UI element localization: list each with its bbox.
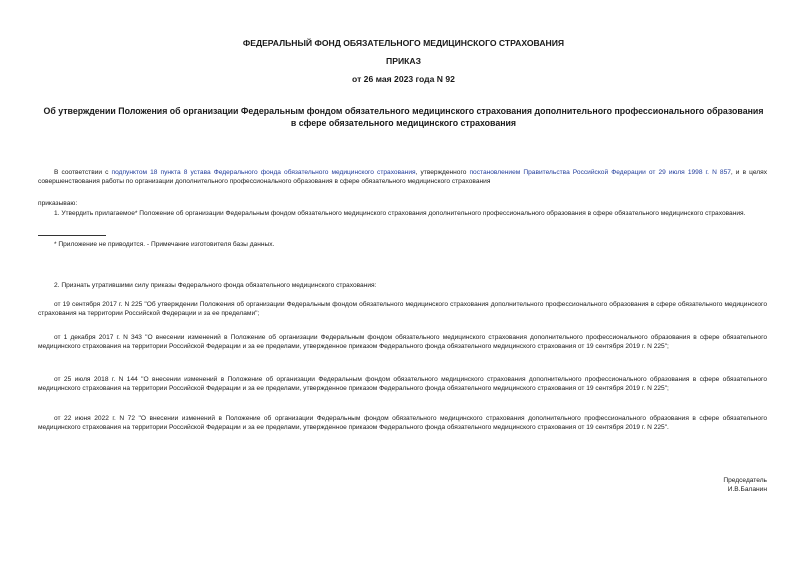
preamble-text-2: , утвержденного — [415, 169, 470, 176]
preamble-text-1: В соответствии с — [54, 169, 112, 176]
order-word: приказываю: — [38, 200, 78, 207]
signatory-name: И.В.Баланин — [727, 486, 767, 494]
signature-block — [723, 476, 767, 495]
document-type-heading: ПРИКАЗ — [386, 56, 421, 66]
signatory-position: Председатель — [723, 477, 767, 484]
preamble-text-3: , и в целях совершенствования работы по организации дополнительного профессионального образования в сфере обязательного медицинского страхования — [38, 169, 768, 186]
footnote: * Приложение не приводится. - Примечание изготовителя базы данных. — [54, 241, 275, 248]
repealed-order-4: от 22 июня 2022 г. N 72 "О внесении изменений в Положение об организации Федеральным фондом обязательного медицинского страхования дополнительного профессионального образования в сфере обязательного медицинского страхования на территории Российской Федерации и за ее пределами, утвержденное приказом Федерального фонда обязательного медицинского страхования от 19 сентября 2019 г. N 225". — [38, 415, 767, 432]
repealed-order-2: от 1 декабря 2017 г. N 343 "О внесении изменений в Положение об организации Федеральным фондом обязательного медицинского страхования дополнительного профессионального образования в сфере обязательного медицинского страхования на территории Российской Федерации и за ее пределами, утвержденное приказом Федерального фонда обязательного медицинского страхования от 19 сентября 2019 г. N 225"; — [38, 334, 767, 351]
document-title-line2: в сфере обязательного медицинского страхования — [290, 118, 517, 128]
repealed-order-1: от 19 сентября 2017 г. N 225 "Об утверждении Положения об организации Федеральным фондом обязательного медицинского страхования дополнительного профессионального образования в сфере обязательного медицинского страхования на территории Российской Федерации и за ее пределами"; — [38, 301, 767, 318]
footnote-divider — [38, 235, 106, 236]
charter-link[interactable]: подпунктом 18 пункта 8 устава Федерального фонда обязательного медицинского страхования — [111, 169, 416, 176]
preamble-paragraph — [38, 168, 767, 187]
order-item-2: 2. Признать утратившими силу приказы Федерального фонда обязательного медицинского страхования: — [54, 282, 377, 289]
document-title — [0, 105, 807, 129]
document-title-line1: Об утверждении Положения об организации Федеральным фондом обязательного медицинского страхования дополнительного профессионального образования — [43, 106, 764, 116]
repealed-order-3: от 25 июля 2018 г. N 144 "О внесении изменений в Положение об организации Федеральным фондом обязательного медицинского страхования дополнительного профессионального образования в сфере обязательного медицинского страхования на территории Российской Федерации и за ее пределами, утвержденное приказом Федерального фонда обязательного медицинского страхования от 19 сентября 2019 г. N 225"; — [38, 376, 767, 393]
organization-heading: ФЕДЕРАЛЬНЫЙ ФОНД ОБЯЗАТЕЛЬНОГО МЕДИЦИНСКОГО СТРАХОВАНИЯ — [242, 38, 565, 48]
order-item-1: 1. Утвердить прилагаемое* Положение об организации Федеральным фондом обязательного медицинского страхования дополнительного профессионального образования в сфере обязательного медицинского страхования. — [54, 210, 746, 217]
government-decree-link[interactable]: постановлением Правительства Российской Федерации от 29 июля 1998 г. N 857 — [469, 169, 731, 176]
document-date-number: от 26 мая 2023 года N 92 — [352, 74, 455, 84]
